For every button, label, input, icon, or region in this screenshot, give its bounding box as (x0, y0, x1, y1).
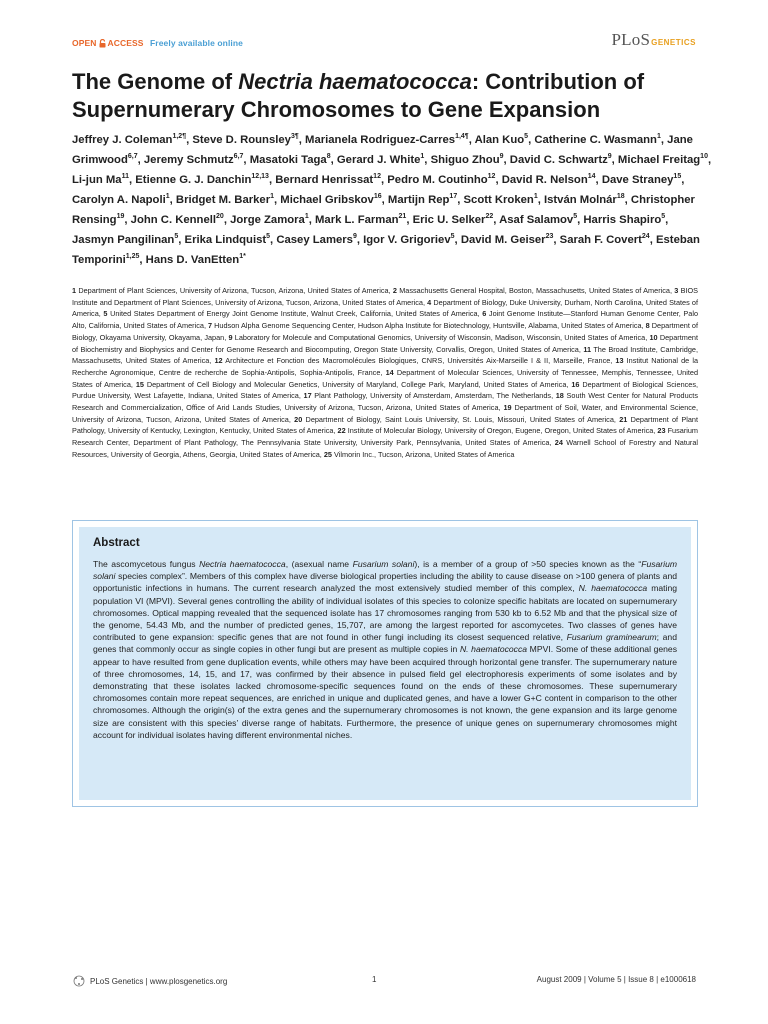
author-affiliation-marker: 12,13 (251, 173, 269, 181)
affiliation-text: Hudson Alpha Genome Sequencing Center, Hudson Alpha Institute for Biotechnology, Huntsville, Alabama, United States of America, (214, 321, 644, 331)
affiliation-number: 3 (674, 286, 679, 295)
plos-footer-icon (72, 975, 86, 987)
author-affiliation-marker: 12 (373, 173, 381, 181)
affiliation-text: Vilmorin Inc., Tucson, Arizona, United States of America (334, 449, 515, 459)
affiliation-number: 20 (294, 414, 303, 424)
abstract-species-name: Fusarium solani (93, 559, 678, 582)
abstract-text-segment: ; and genes that commonly occur as single copies in other fungi but are present as multiple copies in (93, 632, 677, 655)
footer-separator: | (583, 975, 586, 984)
affiliation-text: Fusarium Research Center, Department of Plant Pathology, The Pennsylvania State University, University Park, Pennsylvania, United States of America, (72, 426, 699, 448)
affiliation-text: Institut National de la Recherche Agronomique, Centre de recherche de Sophia-Antipolis, Sophia-Antipolis, France, (72, 356, 699, 377)
abstract-text-segment: species complex”. Members of this complex have diverse biological properties including the ability to cause disease on >100 genera of plants and opportunistic infections in humans. The current research analyzed the most extensively studied member of this complex, (93, 571, 677, 594)
author-name: Bernard Henrissat (275, 174, 374, 186)
author-affiliation-marker: 5 (524, 133, 529, 141)
affiliation-number: 13 (615, 356, 624, 366)
affiliation-text: Massachusetts General Hospital, Boston, Massachusetts, United States of America, (399, 286, 672, 295)
page-footer (72, 973, 696, 989)
author-affiliation-marker: 5 (174, 233, 179, 241)
author-name: Li-jun Ma (72, 174, 122, 186)
open-access-open-text: OPEN (72, 38, 97, 48)
abstract-species-name: Nectria haematococca (199, 559, 286, 569)
abstract-text (93, 558, 677, 741)
abstract-species-name: N. haematococca (459, 644, 528, 655)
affiliation-number: 1 (72, 286, 77, 295)
author-affiliation-marker: 1* (239, 253, 246, 261)
affiliation-number: 2 (392, 286, 397, 295)
author-name: Jane Grimwood (72, 134, 693, 166)
author-name: Mark L. Farman (315, 214, 399, 226)
author-name: Catherine C. Wasmann (534, 134, 657, 146)
author-affiliation-marker: 1,25 (125, 253, 140, 261)
author-affiliation-marker: 17 (449, 193, 458, 201)
abstract-text-segment: mating population VI (MPVI). Several genes controlling the ability of individual isolates of this species to colonize specific habitats are located on supernumerary chromosomes. Optical mapping revealed that the sequenced isolate has 17 chromosomes ranging from 530 kb to 6.52 Mb and that the physical size of the genome, 54.43 Mb, and the number of predicted genes, 15,707, are among the largest reported for ascomycetes. Two classes of genes have contributed to gene expansion: specific genes that are not found in other fungi including its closest sequenced relative, (93, 583, 678, 643)
footer-journal-name: PLoS Genetics (90, 977, 144, 986)
plos-logo-journal: GENETICS (651, 38, 696, 47)
affiliation-text: Warnell School of Forestry and Natural Resources, University of Georgia, Athens, Georgia, United States of America, (72, 438, 699, 459)
author-affiliation-marker: 9 (352, 233, 357, 241)
affiliation-number: 12 (214, 356, 223, 366)
author-affiliation-marker: 1 (270, 193, 274, 201)
affiliation-number: 22 (337, 426, 346, 436)
author-affiliation-marker: 8 (326, 153, 331, 161)
author-name: Sarah F. Covert (559, 234, 642, 246)
affiliation-number: 6 (482, 309, 487, 319)
affiliation-text: Department of Biology, Okayama University, Okayama, Japan, (72, 321, 699, 342)
affiliation-text: Department of Plant Pathology, University of Kentucky, Lexington, Kentucky, United States of America, (72, 414, 698, 436)
author-affiliation-marker: 6,7 (233, 153, 244, 161)
footer-journal (72, 975, 227, 987)
author-name: Harris Shapiro (583, 214, 662, 226)
affiliation-number: 7 (208, 321, 213, 331)
author-name: Erika Lindquist (184, 234, 267, 246)
author-name: István Molnár (544, 194, 617, 206)
affiliation-text: United States Department of Energy Joint Genome Institute, Walnut Creek, California, United States of America, (110, 309, 480, 319)
affiliation-number: 11 (583, 344, 592, 354)
affiliation-number: 16 (571, 379, 580, 389)
affiliation-number: 21 (619, 414, 628, 424)
author-name: Christopher Rensing (72, 194, 695, 226)
affiliation-text: Joint Genome Institute—Stanford Human Genome Center, Palo Alto, California, United States of America, (72, 309, 699, 331)
author-affiliation-marker: 1,2¶ (172, 133, 187, 141)
open-lock-icon (99, 39, 106, 47)
abstract-box (72, 520, 698, 807)
author-affiliation-marker: 5 (573, 213, 578, 221)
article-title (72, 68, 712, 124)
affiliation-text: Plant Pathology, University of Amsterdam, Amsterdam, The Netherlands, (314, 391, 554, 401)
abstract-species-name: Fusarium solani (352, 559, 415, 569)
page-header (72, 30, 696, 54)
open-access-logo[interactable] (72, 38, 243, 48)
footer-issue: Issue 8 (628, 975, 654, 984)
author-name: Jeremy Schmutz (143, 154, 234, 166)
author-affiliation-marker: 23 (545, 233, 554, 241)
author-affiliation-marker: 5 (661, 213, 666, 221)
footer-date: August 2009 (536, 975, 582, 984)
author-affiliation-marker: 9 (499, 153, 504, 161)
author-name: John C. Kennell (130, 214, 217, 226)
author-name: Dave Straney (601, 174, 674, 186)
title-text-end: : Contribution of Supernumerary Chromosomes to Gene Expansion (72, 69, 645, 122)
author-affiliation-marker: 3¶ (290, 133, 299, 141)
author-name: Shiguo Zhou (430, 154, 500, 166)
author-name: Scott Kroken (463, 194, 534, 206)
author-affiliation-marker: 9 (607, 153, 612, 161)
author-name: David C. Schwartz (509, 154, 608, 166)
author-name: Jeffrey J. Coleman (72, 134, 173, 146)
author-affiliation-marker: 5 (450, 233, 455, 241)
abstract-panel (79, 527, 691, 800)
author-affiliation-marker: 14 (587, 173, 596, 181)
author-name: Jorge Zamora (230, 214, 305, 226)
affiliation-number: 17 (303, 391, 312, 401)
footer-citation (537, 975, 696, 984)
author-name: Pedro M. Coutinho (387, 174, 488, 186)
affiliation-text: Department of Soil, Water, and Environmental Science, University of Arizona, Tucson, Arizona, United States of America, (72, 403, 698, 424)
title-text-start: The Genome of (72, 69, 239, 94)
footer-article-id: e1000618 (660, 975, 696, 984)
affiliation-text: Department of Biology, Duke University, Durham, North Carolina, United States of America, (72, 297, 698, 319)
abstract-text-segment: , (asexual name (285, 559, 353, 569)
footer-separator: | (145, 977, 148, 986)
author-name: Eric U. Selker (412, 214, 486, 226)
author-affiliation-marker: 24 (641, 233, 650, 241)
author-name: Igor V. Grigoriev (363, 234, 451, 246)
affiliation-text: Department of Molecular Sciences, University of Tennessee, Memphis, Tennessee, United States of America, (72, 367, 699, 389)
abstract-heading: Abstract (93, 537, 140, 549)
author-name: Michael Freitag (617, 154, 701, 166)
author-name: Etienne G. J. Danchin (135, 174, 252, 186)
author-affiliation-marker: 6,7 (127, 153, 138, 161)
author-affiliation-marker: 21 (398, 213, 407, 221)
author-affiliation-marker: 1 (304, 213, 309, 221)
affiliation-text: Department of Cell Biology and Molecular Genetics, University of Maryland, College Park, Maryland, United States of America, (146, 379, 569, 389)
author-affiliation-marker: 10 (700, 153, 708, 161)
author-name: Jasmyn Pangilinan (72, 234, 175, 246)
author-name: David M. Geiser (460, 234, 546, 246)
affiliation-number: 10 (649, 332, 658, 342)
author-affiliation-marker: 15 (673, 173, 682, 181)
affiliation-text: Laboratory for Molecule and Computational Genomics, University of Wisconsin, Madison, Wisconsin, United States of America, (234, 332, 648, 342)
author-affiliation-marker: 18 (616, 193, 625, 201)
affiliation-number: 18 (555, 391, 564, 401)
author-name: Esteban Temporini (72, 234, 700, 266)
affiliation-number: 5 (103, 309, 108, 319)
author-name: Hans D. VanEtten (145, 254, 240, 266)
open-access-access-text: ACCESS (107, 38, 144, 48)
abstract-species-name: Fusarium graminearum (566, 632, 657, 643)
affiliation-text: Department of Biological Sciences, Purdue University, West Lafayette, Indiana, United States of America, (72, 379, 699, 401)
abstract-species-name: N. haematococca (578, 583, 648, 594)
author-affiliation-marker: 19 (116, 213, 125, 221)
affiliation-number: 19 (503, 403, 512, 413)
author-affiliation-marker: 11 (121, 173, 129, 181)
abstract-text-segment: ), is a member of a group of >50 species known as the “ (414, 559, 642, 569)
footer-separator: | (623, 975, 626, 984)
affiliation-text: Department of Biochemistry and Biophysics and Center for Genome Research and Biocomputing, Oregon State University, Corvallis, Oregon, United States of America, (72, 332, 698, 354)
affiliation-number: 23 (657, 426, 666, 436)
affiliation-text: BIOS Institute and Department of Plant Sciences, University of Arizona, Tucson, Arizona, United States of America, (72, 286, 699, 307)
affiliation-text: Department of Biology, Saint Louis University, St. Louis, Missouri, United States of America, (305, 414, 616, 424)
footer-volume: Volume 5 (588, 975, 622, 984)
page-number: 1 (372, 975, 377, 984)
footer-separator: | (656, 975, 659, 984)
affiliation-number: 9 (228, 332, 233, 342)
author-name: Bridget M. Barker (175, 194, 271, 206)
author-name: Michael Gribskov (280, 194, 374, 206)
footer-url-link[interactable]: www.plosgenetics.org (149, 977, 228, 986)
affiliation-number: 4 (427, 297, 432, 307)
author-list: Jeffrey J. Coleman$^{1,2\P}$, Steve D. Rounsley$^{3\P}$, Marianela Rodriguez-Carres$^{1,4\P}$, Alan Kuo$^5$, Catherine C. Wasmann$^1$, Jane Grimwood$^{6,7}$, Jeremy Schmutz$^{6,7}$, Masatoki Taga$^8$, Gerard J. White$^1$, Shiguo Zhou$^9$, David C. Schwartz$^9$, Michael Freitag$^{10}$, Li-jun Ma$^{11}$, Etienne G. J. Danchin$^{12,13}$, Bernard Henrissat$^{12}$, Pedro M. Coutinho$^{12}$, David R. Nelson$^{14}$, Dave Straney$^{15}$, Carolyn A. Napoli$^1$, Bridget M. Barker$^1$, Michael Gribskov$^{16}$, Martijn Rep$^{17}$, Scott Kroken$^1$, István Molnár$^{18}$, Christopher Rensing$^{19}$, John C. Kennell$^{20}$, Jorge Zamora$^1$, Mark L. Farman$^{21}$, Eric U. Selker$^{22}$, Asaf Salamov$^5$, Harris Shapiro$^5$, Jasmyn Pangilinan$^5$, Erika Lindquist$^5$, Casey Lamers$^9$, Igor V. Grigoriev$^5$, David M. Geiser$^{23}$, Sarah F. Covert$^{24}$, Esteban Temporini$^{1,25}$, Hans D. VanEtten$^{1*}$ (72, 133, 712, 266)
author-affiliation-marker: 16 (373, 193, 382, 201)
author-affiliation-marker: 1 (656, 133, 661, 141)
author-affiliation-marker: 1 (165, 193, 170, 201)
affiliation-number: 25 (323, 449, 332, 459)
author-name: Masatoki Taga (249, 154, 327, 166)
affiliation-number: 8 (645, 321, 650, 331)
author-affiliation-marker: 22 (485, 213, 494, 221)
plos-logo-word: PLoS (611, 30, 651, 49)
author-name: Marianela Rodriguez-Carres (305, 134, 456, 146)
affiliation-text: The Broad Institute, Cambridge, Massachusetts, United States of America, (72, 344, 698, 366)
affiliation-number: 24 (554, 438, 563, 448)
affiliation-list (72, 285, 698, 461)
author-affiliation-marker: 1,4¶ (455, 133, 469, 141)
author-name: Gerard J. White (336, 154, 421, 166)
author-affiliation-marker: 5 (266, 233, 271, 241)
author-affiliation-marker: 1 (533, 193, 538, 201)
affiliation-number: 14 (385, 367, 394, 377)
affiliation-text: South West Center for Natural Products Research and Commercialization, Office of Arid Lands Studies, University of Arizona, Tucson, Arizona, United States of America, (72, 391, 698, 413)
author-affiliation-marker: 1 (420, 153, 425, 161)
author-name: Carolyn A. Napoli (72, 194, 166, 206)
abstract-text-segment: The ascomycetous fungus (93, 559, 200, 569)
author-name: Casey Lamers (276, 234, 353, 246)
author-affiliation-marker: 12 (487, 173, 496, 181)
affiliation-text: Architecture et Fonction des Macromolécules Biologiques, CNRS, Universités Aix-Marseille I & II, Marseille, France, (225, 356, 613, 366)
author-name: David R. Nelson (501, 174, 588, 186)
author-name: Steve D. Rounsley (192, 134, 291, 146)
author-name: Martijn Rep (387, 194, 450, 206)
author-name: Asaf Salamov (499, 214, 574, 226)
affiliation-text: Department of Plant Sciences, University of Arizona, Tucson, Arizona, United States of America, (78, 286, 391, 295)
freely-available-text: Freely available online (150, 38, 244, 48)
author-name: Alan Kuo (474, 134, 525, 146)
affiliation-number: 15 (135, 379, 144, 389)
title-species: Nectria haematococca (238, 69, 472, 94)
author-affiliation-marker: 20 (216, 213, 224, 221)
plos-genetics-logo[interactable] (612, 30, 697, 50)
abstract-text-segment: MPVI. Some of these additional genes appear to have resulted from gene duplication events, while others may have been acquired through horizontal gene transfer. The supernumerary nature of three chromosomes, 14, 15, and 17, was confirmed by their absence in pulsed field gel electrophoresis experiments of some isolates and by demonstrating that these isolates lacked chromosome-specific sequences found on the ends of these chromosomes. These supernumerary chromosomes contain more repeat sequences, are enriched in unique and duplicated genes, and have a lower G+C content in comparison to the other chromosomes. Although the origin(s) of the extra genes and the supernumerary chromosomes is not known, the gene expansion and its large genome size are consistent with this species’ diverse range of habitats. Furthermore, the presence of unique genes on supernumerary chromosomes might account for individual isolates having different environmental niches. (93, 644, 678, 740)
affiliation-text: Institute of Molecular Biology, University of Oregon, Eugene, Oregon, United States of America, (347, 426, 656, 436)
